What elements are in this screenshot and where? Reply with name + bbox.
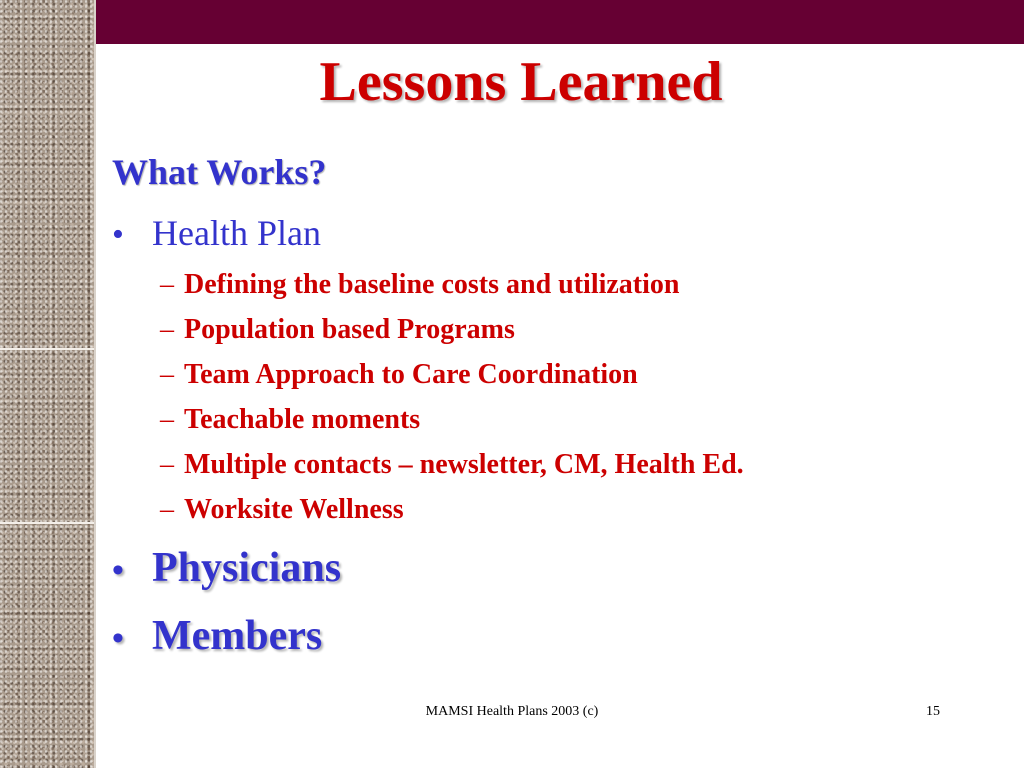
sub-item-text: Population based Programs xyxy=(184,314,515,345)
dash-marker: – xyxy=(160,314,174,345)
dash-marker: – xyxy=(160,404,174,435)
sub-list-item xyxy=(160,397,744,442)
sub-list-item xyxy=(160,352,744,397)
subheading: What Works? xyxy=(112,152,327,192)
dash-marker: – xyxy=(160,494,174,525)
sub-item-text: Teachable moments xyxy=(184,404,421,435)
sub-list-item xyxy=(160,262,744,307)
bullet-label: Physicians xyxy=(152,545,342,591)
sub-list-item xyxy=(160,487,744,532)
dash-marker: – xyxy=(160,359,174,390)
sub-item-text: Multiple contacts – newsletter, CM, Health Ed. xyxy=(184,449,744,480)
bullet-label: Members xyxy=(152,613,323,659)
bullet-marker: • xyxy=(112,552,124,589)
header-band xyxy=(96,0,1024,44)
bullet-health-plan xyxy=(112,208,321,260)
page-number: 15 xyxy=(926,704,940,719)
dash-marker: – xyxy=(160,269,174,300)
bullet-physicians xyxy=(112,542,341,597)
health-plan-sub-list xyxy=(160,262,744,532)
bullet-marker: • xyxy=(112,620,124,657)
footer-text: MAMSI Health Plans 2003 (c) xyxy=(425,704,599,719)
texture-edge xyxy=(94,0,96,768)
granite-texture-strip xyxy=(0,0,94,768)
texture-divider xyxy=(0,348,94,350)
bullet-members xyxy=(112,610,322,665)
bullet-label: Health Plan xyxy=(152,213,321,253)
slide-title: Lessons Learned xyxy=(319,51,723,113)
texture-divider xyxy=(0,522,94,524)
sub-item-text: Team Approach to Care Coordination xyxy=(184,359,638,390)
dash-marker: – xyxy=(160,449,174,480)
sub-item-text: Worksite Wellness xyxy=(184,494,404,525)
bullet-marker: • xyxy=(112,216,124,253)
sub-list-item xyxy=(160,442,744,487)
sub-list-item xyxy=(160,307,744,352)
sub-item-text: Defining the baseline costs and utilization xyxy=(184,269,680,300)
